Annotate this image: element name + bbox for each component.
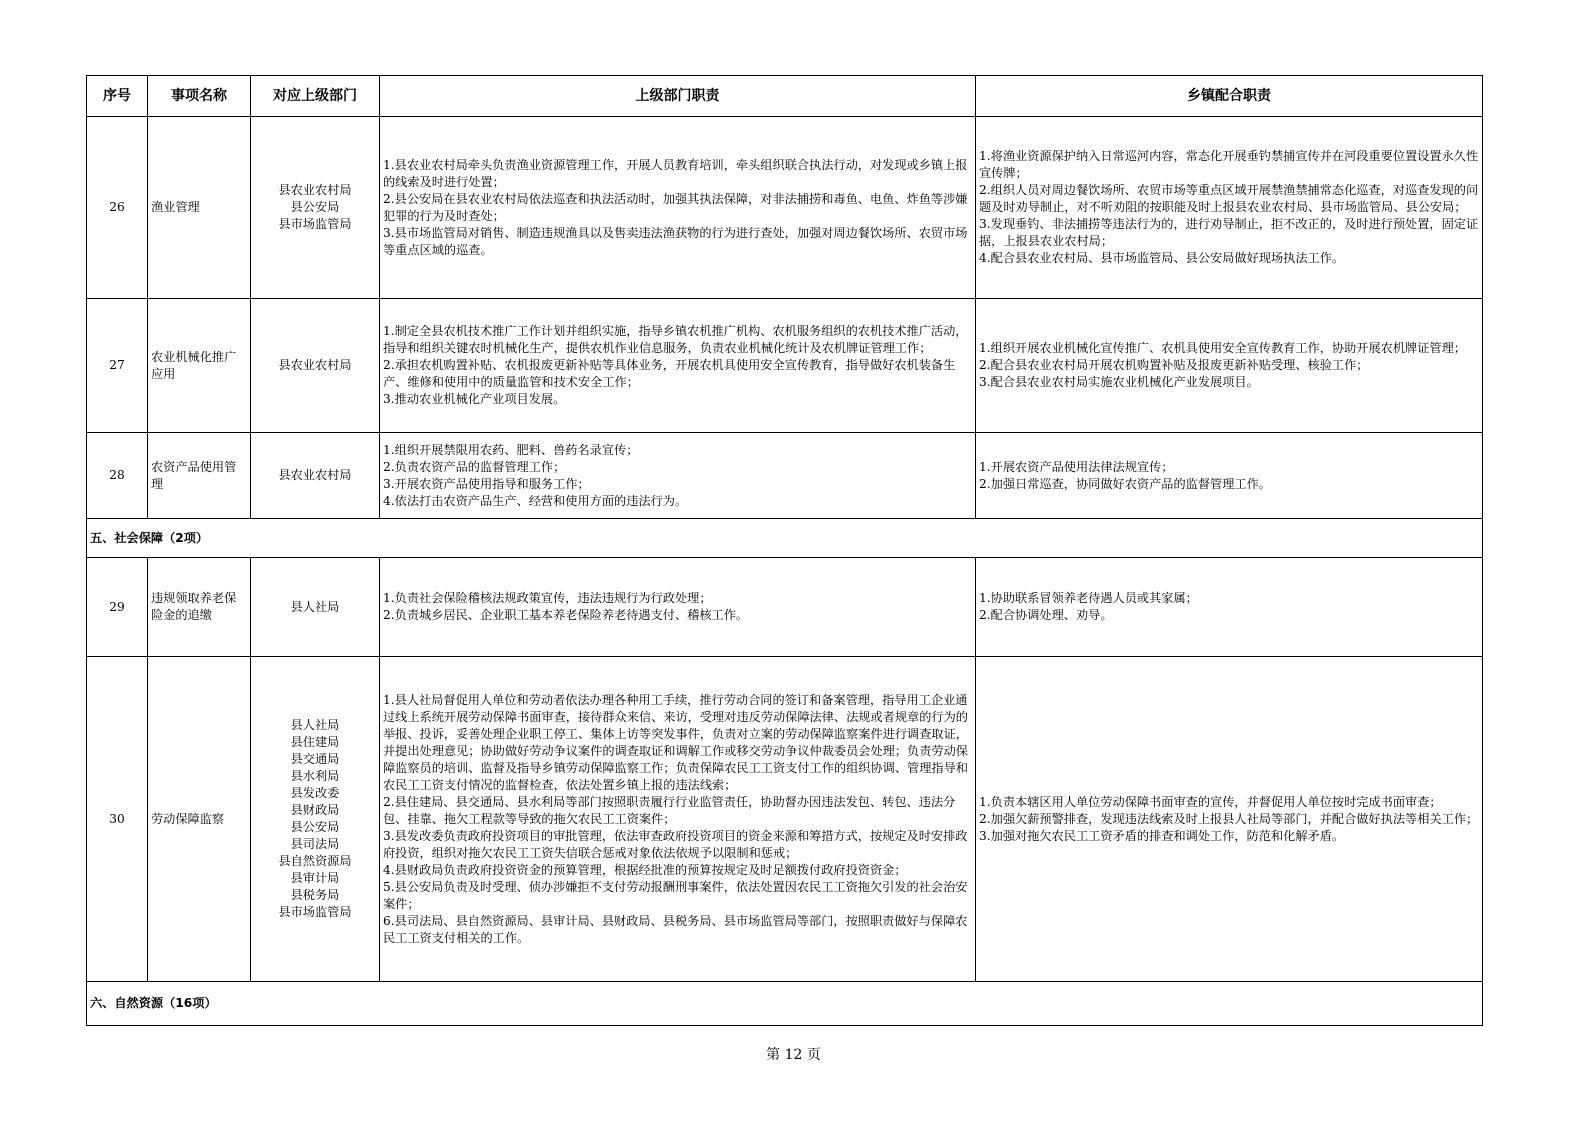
town-duties-line: 3.发现垂钓、非法捕捞等违法行为的，进行劝导制止，拒不改正的，及时进行预处置，固定证据，上报县农业农村局； [979,217,1479,248]
upper-duties-line: 6.县司法局、县自然资源局、县审计局、县财政局、县税务局、县市场监管局等部门，按照职责做好与保障农民工工资支付相关的工作。 [383,913,968,945]
department-name: 县公安局 [290,200,340,214]
upper-duties [380,117,976,299]
department-name: 县公安局 [290,820,340,834]
upper-duties [380,433,976,519]
upper-departments [251,117,380,299]
upper-duties-line: 2.县住建局、县交通局、县水利局等部门按照职责履行行业监管责任，协助督办因违法发包、转包、违法分包、挂靠、拖欠工程款等导致的拖欠农民工工资案件； [383,794,956,826]
department-name: 县发改委 [290,786,340,800]
page-number: 第 12 页 [766,1047,821,1063]
row-number: 30 [87,657,148,982]
town-duties-line: 1.开展农资产品使用法律法规宣传； [979,459,1174,474]
town-duties [976,657,1483,982]
department-name: 县农业农村局 [278,358,352,372]
section-row [87,982,1483,1026]
table-row [87,299,1483,433]
upper-duties-line: 4.县财政局负责政府投资资金的预算管理，根据经批准的预算按规定及时足额拨付政府投资资金； [383,862,907,877]
department-name: 县审计局 [290,871,340,885]
table-row [87,433,1483,519]
upper-departments [251,299,380,433]
upper-duties-line: 2.县公安局在县农业农村局依法巡查和执法活动时，加强其执法保障，对非法捕捞和毒鱼、电鱼、炸鱼等涉嫌犯罪的行为及时查处； [383,191,968,223]
upper-departments [251,433,380,519]
town-duties-line: 1.组织开展农业机械化宣传推广、农机具使用安全宣传教育工作，协助开展农机牌证管理； [979,341,1466,355]
section-title: 五、社会保障（2项） [87,519,1483,558]
header-number: 序号 [87,76,148,117]
department-name: 县市场监管局 [278,217,352,231]
item-name: 农业机械化推广应用 [148,299,251,433]
department-name: 县农业农村局 [278,183,352,197]
town-duties [976,299,1483,433]
upper-departments [251,558,380,657]
item-name: 违规领取养老保险金的追缴 [148,558,251,657]
department-name: 县住建局 [290,735,340,749]
town-duties-line: 2.加强日常巡查，协同做好农资产品的监督管理工作。 [979,476,1271,491]
town-duties-line: 2.配合协调处理、劝导。 [979,608,1113,622]
department-name: 县人社局 [290,599,340,614]
section-title: 六、自然资源（16项） [87,982,1483,1026]
department-name: 县财政局 [290,803,340,817]
section-row [87,519,1483,558]
header-item-name: 事项名称 [148,76,251,117]
department-name: 县司法局 [290,837,340,851]
upper-duties [380,299,976,433]
town-duties-line: 3.加强对拖欠农民工工资矛盾的排查和调处工作，防范和化解矛盾。 [979,828,1345,843]
upper-duties-line: 3.推动农业机械化产业项目发展。 [383,392,566,406]
table-body [87,117,1483,1026]
upper-duties-line: 4.依法打击农资产品生产、经营和使用方面的违法行为。 [383,493,688,508]
department-name: 县自然资源局 [278,854,352,868]
department-name: 县交通局 [290,752,340,766]
upper-duties-line: 5.县公安局负责及时受理、侦办涉嫌拒不支付劳动报酬刑事案件，依法处置因农民工工资拖欠引发的社会治安案件； [383,879,968,911]
row-number: 26 [87,117,148,299]
table-row [87,657,1483,982]
department-name: 县农业农村局 [278,468,352,482]
header-upper-duties: 上级部门职责 [380,76,976,117]
town-duties-line: 3.配合县农业农村局实施农业机械化产业发展项目。 [979,375,1259,389]
upper-duties-line: 2.负责城乡居民、企业职工基本养老保险养老待遇支付、稽核工作。 [383,608,749,622]
header-town-duties: 乡镇配合职责 [976,76,1483,117]
upper-duties [380,657,976,982]
header-upper-department: 对应上级部门 [251,76,380,117]
upper-duties-line: 3.县市场监管局对销售、制造违规渔具以及售卖违法渔获物的行为进行查处，加强对周边餐饮场所、农贸市场等重点区域的巡查。 [383,225,968,257]
town-duties-line: 2.组织人员对周边餐饮场所、农贸市场等重点区域开展禁渔禁捕常态化巡查，对巡查发现的问题及时劝导制止，对不听劝阻的按职能及时上报县农业农村局、县市场监管局、县公安局； [979,183,1479,214]
town-duties-line: 1.协助联系冒领养老待遇人员或其家属； [979,591,1198,605]
town-duties-line: 1.将渔业资源保护纳入日常巡河内容，常态化开展垂钓禁捕宣传并在河段重要位置设置永久性宣传牌； [979,149,1479,180]
department-name: 县税务局 [290,888,340,902]
upper-duties [380,558,976,657]
responsibility-table [86,75,1483,1026]
table-row [87,117,1483,299]
item-name: 农资产品使用管理 [148,433,251,519]
upper-duties-line: 1.县人社局督促用人单位和劳动者依法办理各种用工手续，推行劳动合同的签订和备案管理，指导用工企业通过线上系统开展劳动保障书面审查，接待群众来信、来访，受理对违反劳动保障法律、法规或者规章的行为的举报、投诉，妥善处理企业职工停工、集体上访等突发事件，负责对立案的劳动保障监察案件进行调查取证，并提出处理意见；协助做好劳动争议案件的调查取证和调解工作或移交劳动争议仲裁委员会处理；负责劳动保障监察员的培训、监督及指导乡镇劳动保障监察工作；负责保障农民工工资支付工作的组织协调、管理指导和农民工工资支付情况的监督检查，依法处置乡镇上报的违法线索； [383,692,968,792]
upper-duties-line: 1.制定全县农机技术推广工作计划并组织实施，指导乡镇农机推广机构、农机服务组织的农机技术推广活动，指导和组织关键农时机械化生产，提供农机作业信息服务，负责农业机械化统计及农机牌证管理工作； [383,324,968,355]
upper-duties-line: 3.开展农资产品使用指导和服务工作； [383,476,590,491]
department-name: 县人社局 [290,718,340,732]
department-name: 县水利局 [290,769,340,783]
town-duties [976,558,1483,657]
row-number: 29 [87,558,148,657]
town-duties [976,117,1483,299]
table-header-row [87,76,1483,117]
item-name: 劳动保障监察 [148,657,251,982]
row-number: 28 [87,433,148,519]
town-duties-line: 2.加强欠薪预警排查，发现违法线索及时上报县人社局等部门，并配合做好执法等相关工作； [979,811,1479,826]
item-name: 渔业管理 [148,117,251,299]
upper-duties-line: 2.负责农资产品的监督管理工作； [383,459,566,474]
upper-duties-line: 2.承担农机购置补贴、农机报废更新补贴等具体业务，开展农机具使用安全宣传教育，指导做好农机装备生产、维修和使用中的质量监管和技术安全工作； [383,358,956,389]
row-number: 27 [87,299,148,433]
upper-duties-line: 1.负责社会保险稽核法规政策宣传，违法违规行为行政处理； [383,591,712,605]
upper-duties-line: 1.县农业农村局牵头负责渔业资源管理工作，开展人员教育培训，牵头组织联合执法行动，对发现或乡镇上报的线索及时进行处置； [383,157,968,189]
upper-duties-line: 1.组织开展禁限用农药、肥料、兽药名录宣传； [383,442,639,457]
upper-departments [251,657,380,982]
table-row [87,558,1483,657]
town-duties-line: 4.配合县农业农村局、县市场监管局、县公安局做好现场执法工作。 [979,251,1345,265]
town-duties-line: 2.配合县农业农村局开展农机购置补贴及报废更新补贴受理、核验工作； [979,358,1369,372]
upper-duties-line: 3.县发改委负责政府投资项目的审批管理，依法审查政府投资项目的资金来源和筹措方式，按规定及时安排政府投资，组织对拖欠农民工工资失信联合惩戒对象依法依规予以限制和惩戒； [383,828,968,860]
town-duties [976,433,1483,519]
town-duties-line: 1.负责本辖区用人单位劳动保障书面审查的宣传，并督促用人单位按时完成书面审查； [979,794,1442,809]
department-name: 县市场监管局 [278,905,352,919]
